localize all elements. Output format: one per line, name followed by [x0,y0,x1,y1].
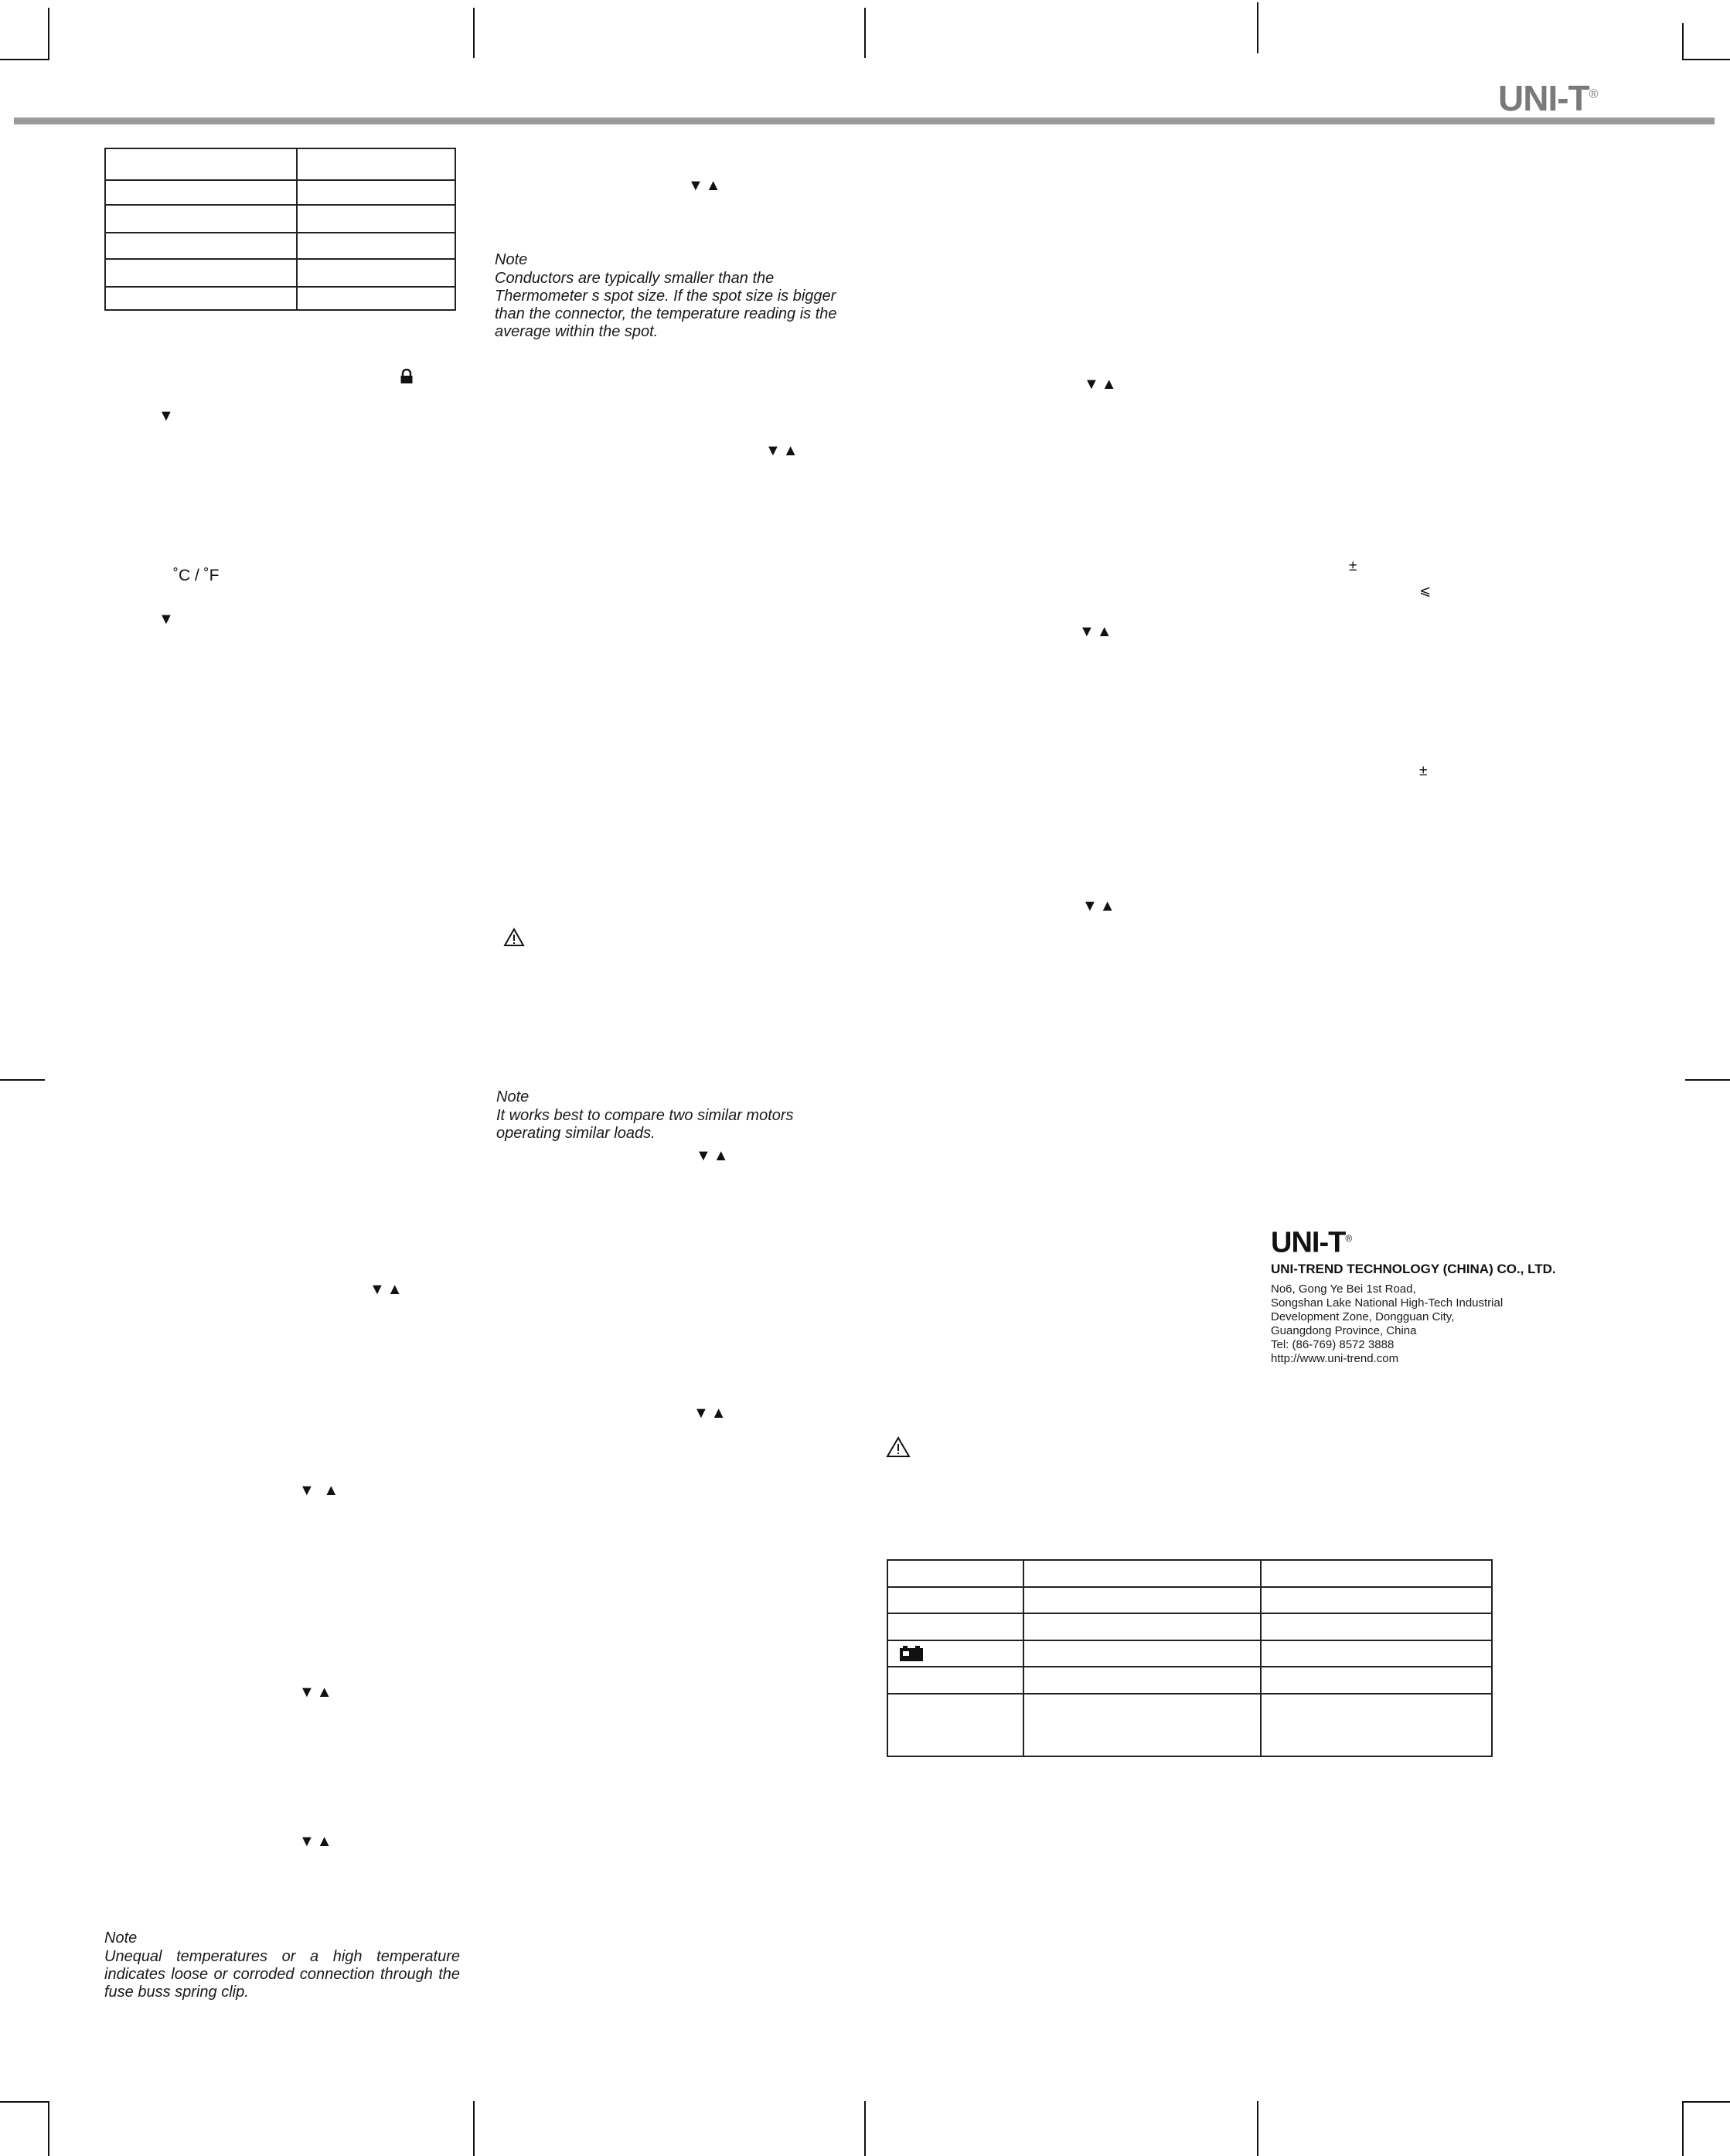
crop-mark [1682,2101,1684,2156]
note-text: Unequal temperatures or a high temperature indicates loose or corroded connection through the fuse buss spring clip. [104,1948,460,2001]
crop-mark [1257,2,1258,53]
note-label: Note [104,1930,138,1947]
table-cell [887,1667,1023,1694]
table-cell [297,287,455,310]
table-cell [1261,1613,1492,1640]
table-cell [105,233,297,259]
crop-mark [0,59,48,60]
table-cell [1023,1560,1261,1587]
address-line: Songshan Lake National High-Tech Industrial [1271,1296,1504,1310]
registered-mark: ® [1345,1233,1352,1244]
table-cell [1023,1667,1261,1694]
note-motors [496,1088,849,1143]
arrow-pair-icon: ▼▲ [696,1147,731,1164]
table-cell [887,1640,1023,1667]
registered-mark: ® [1589,87,1598,101]
address-line: Guangdong Province, China [1271,1323,1417,1337]
warning-triangle-icon [886,1436,911,1458]
lock-icon [400,369,414,384]
arrow-pair-icon: ▼▲ [369,1281,405,1298]
crop-mark [1682,59,1730,60]
arrow-down-icon: ▼ [158,611,176,628]
table-cell [887,1587,1023,1613]
arrow-down-icon: ▼ [158,407,176,424]
note-spot-size [495,251,839,341]
brand-logo [1498,77,1597,119]
indicator-table [887,1559,1493,1757]
table-cell [297,259,455,287]
table-cell [105,287,297,310]
crop-mark [0,1079,45,1081]
crop-mark [473,2101,475,2156]
table-cell [1023,1694,1261,1756]
crop-mark [473,8,475,58]
table-cell [297,205,455,233]
company-address [1271,1282,1642,1366]
warning-triangle-icon [503,928,525,947]
table-cell [1023,1613,1261,1640]
arrow-pair-icon: ▼▲ [1082,897,1118,915]
company-name: UNI-TREND TECHNOLOGY (CHINA) CO., LTD. [1271,1261,1556,1276]
table-cell [297,148,455,180]
note-label: Note [496,1088,530,1105]
table-cell [887,1560,1023,1587]
company-info [1271,1224,1642,1366]
address-line: Development Zone, Dongguan City, [1271,1310,1455,1323]
address-line: No6, Gong Ye Bei 1st Road, [1271,1282,1416,1296]
arrow-pair-icon: ▼▲ [1084,376,1119,393]
table-cell [1023,1640,1261,1667]
table-cell [887,1613,1023,1640]
address-line: Tel: (86-769) 8572 3888 [1271,1337,1395,1351]
company-logo [1271,1224,1642,1258]
company-logo-text: UNI-T [1271,1226,1346,1259]
brand-logo-text: UNI-T [1498,78,1589,118]
table-cell [297,180,455,205]
crop-mark [864,2101,866,2156]
arrow-pair-icon: ▼▲ [299,1684,335,1701]
note-text: Conductors are typically smaller than the Thermometer s spot size. If the spot size is bigger than the connector, the temperature reading is the average within the spot. [495,270,837,340]
address-line: http://www.uni-trend.com [1271,1351,1399,1365]
table-cell [1261,1694,1492,1756]
less-equal-symbol: ⩽ [1419,583,1432,598]
header-bar [14,118,1715,124]
table-cell [297,233,455,259]
table-cell [105,259,297,287]
arrow-pair-icon: ▼▲ [765,442,801,459]
table-cell [1261,1560,1492,1587]
plus-minus-symbol: ± [1419,763,1428,779]
crop-mark [1682,2101,1730,2103]
note-label: Note [495,251,528,268]
arrow-pair-icon: ▼▲ [693,1405,729,1422]
table-cell [1023,1587,1261,1613]
table-cell [105,180,297,205]
crop-mark [48,8,49,60]
note-fuse [104,1930,460,2001]
table-cell [105,205,297,233]
arrow-pair-icon: ▼ ▲ [299,1482,342,1499]
table-cell [105,148,297,180]
table-cell [1261,1587,1492,1613]
arrow-pair-icon: ▼▲ [1079,623,1115,640]
table-cell [1261,1640,1492,1667]
spec-table-top [104,148,456,311]
crop-mark [48,2101,49,2156]
table-cell [887,1694,1023,1756]
crop-mark [1685,1079,1730,1081]
plus-minus-symbol: ± [1349,558,1357,574]
note-text: It works best to compare two similar motors operating similar loads. [496,1107,794,1142]
table-cell [1261,1667,1492,1694]
arrow-pair-icon: ▼▲ [688,177,724,194]
arrow-pair-icon: ▼▲ [299,1833,335,1850]
crop-mark [864,8,866,58]
unit-toggle-label: ˚C / ˚F [173,567,220,584]
battery-icon [899,1645,925,1662]
crop-mark [0,2101,48,2103]
crop-mark [1682,23,1684,60]
crop-mark [1257,2101,1258,2156]
